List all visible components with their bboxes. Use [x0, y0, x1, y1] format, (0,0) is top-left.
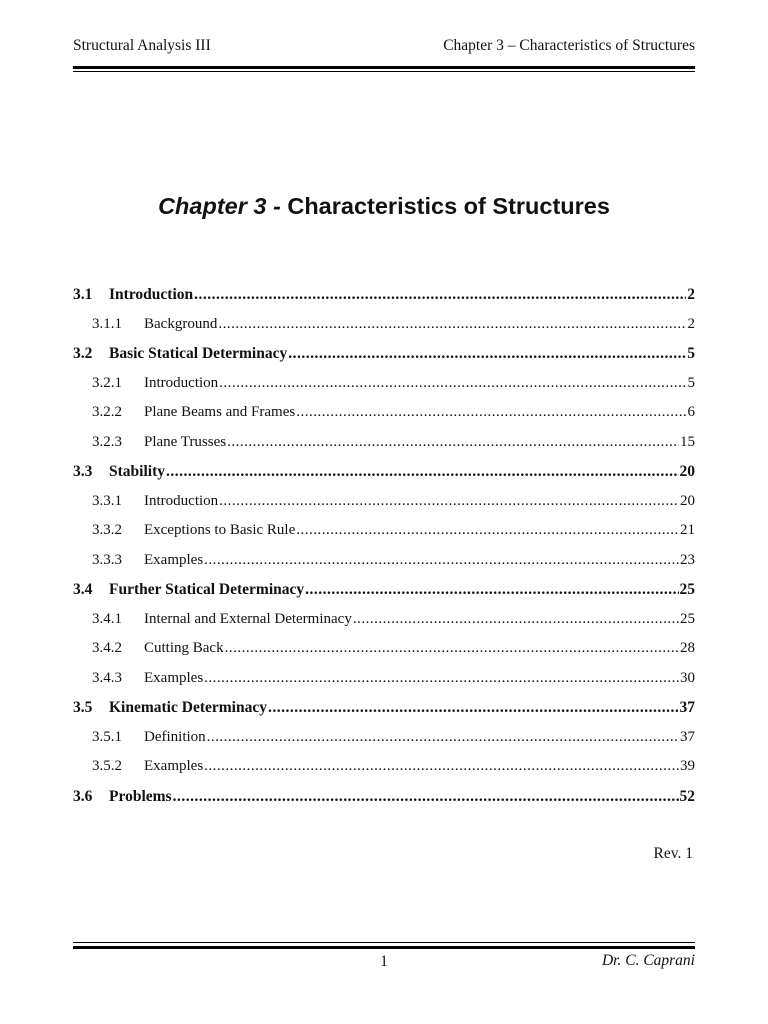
toc-leader-dots	[194, 280, 686, 310]
toc-entry-number: 3.4.3	[92, 669, 122, 686]
toc-leader-dots	[225, 634, 679, 664]
toc-entry-number: 3.4.1	[92, 610, 122, 627]
toc-entry-page: 20	[679, 463, 695, 480]
toc-entry-number: 3.3.2	[92, 522, 122, 538]
toc-entry-title: Background	[144, 315, 218, 332]
toc-entry-page: 23	[680, 551, 695, 568]
toc-leader-dots	[296, 398, 686, 428]
toc-entry-number: 3.4.2	[92, 640, 122, 656]
toc-entry-number: 3.1	[73, 286, 93, 303]
toc-leader-dots	[227, 428, 679, 458]
author-name: Dr. C. Caprani	[601, 952, 695, 969]
toc-leader-dots	[296, 516, 679, 546]
toc-entry-title: Introduction	[144, 492, 219, 509]
toc-entry-page: 52	[679, 787, 695, 805]
toc-entry-number: 3.3	[73, 463, 93, 480]
toc-entry-number: 3.3.1	[92, 492, 122, 509]
toc-section-entry[interactable]	[73, 693, 695, 723]
toc-section-entry[interactable]	[73, 575, 695, 605]
chapter-title	[0, 193, 768, 220]
toc-leader-dots	[204, 752, 679, 782]
toc-subsection-entry[interactable]	[73, 605, 695, 635]
toc-leader-dots	[288, 339, 686, 369]
toc-section-entry[interactable]	[73, 280, 695, 310]
toc-entry-title: Introduction	[144, 374, 219, 391]
toc-entry-page: 2	[687, 315, 695, 332]
page-header	[73, 36, 695, 56]
toc-section-entry[interactable]	[73, 339, 695, 369]
toc-entry-page: 2	[687, 286, 695, 303]
toc-leader-dots	[207, 723, 679, 753]
toc-entry-number: 3.5.2	[92, 758, 122, 774]
toc-entry-page: 37	[679, 699, 695, 716]
page-number: 1	[380, 953, 388, 970]
toc-entry-title: Further Statical Determinacy	[109, 581, 305, 598]
toc-entry-number: 3.5	[73, 699, 93, 716]
header-course-title: Structural Analysis III	[73, 37, 211, 54]
toc-leader-dots	[173, 782, 679, 812]
toc-entry-number: 3.2.2	[92, 404, 122, 420]
toc-entry-page: 15	[680, 433, 695, 450]
toc-subsection-entry[interactable]	[73, 664, 695, 694]
toc-entry-title: Cutting Back	[144, 640, 224, 656]
toc-subsection-entry[interactable]	[73, 516, 695, 546]
toc-subsection-entry[interactable]	[73, 546, 695, 576]
toc-entry-title: Exceptions to Basic Rule	[144, 522, 296, 538]
toc-entry-title: Stability	[109, 463, 165, 480]
toc-entry-title: Introduction	[109, 286, 194, 303]
toc-leader-dots	[204, 664, 679, 694]
toc-entry-number: 3.2	[73, 345, 93, 362]
toc-leader-dots	[218, 310, 686, 340]
toc-entry-title: Plane Trusses	[144, 433, 227, 450]
toc-entry-title: Internal and External Determinacy	[144, 610, 352, 627]
toc-entry-title: Problems	[109, 787, 172, 805]
toc-leader-dots	[219, 487, 679, 517]
toc-leader-dots	[166, 457, 679, 487]
toc-entry-page: 30	[680, 669, 695, 686]
toc-entry-page: 21	[680, 522, 695, 538]
toc-entry-number: 3.6	[73, 787, 93, 805]
toc-section-entry[interactable]	[73, 782, 695, 812]
footer-rule-thick	[73, 946, 695, 949]
table-of-contents	[73, 280, 695, 811]
toc-entry-page: 28	[680, 640, 695, 656]
toc-leader-dots	[204, 546, 679, 576]
toc-entry-title: Examples	[144, 758, 204, 774]
toc-entry-page: 37	[680, 728, 695, 745]
toc-entry-page: 6	[687, 404, 695, 420]
toc-entry-page: 39	[680, 758, 695, 774]
toc-entry-title: Plane Beams and Frames	[144, 404, 296, 420]
toc-leader-dots	[353, 605, 679, 635]
toc-entry-page: 25	[679, 581, 695, 598]
header-rule-thin	[73, 71, 695, 72]
toc-section-entry[interactable]	[73, 457, 695, 487]
toc-entry-number: 3.5.1	[92, 728, 122, 745]
toc-entry-title: Basic Statical Determinacy	[109, 345, 288, 362]
footer-rule-thin	[73, 942, 695, 943]
toc-subsection-entry[interactable]	[73, 487, 695, 517]
toc-entry-page: 25	[680, 610, 695, 627]
toc-leader-dots	[268, 693, 679, 723]
revision-label: Rev. 1	[653, 845, 693, 862]
header-rule-thick	[73, 66, 695, 69]
toc-leader-dots	[219, 369, 686, 399]
header-chapter-title: Chapter 3 – Characteristics of Structures	[443, 37, 695, 54]
toc-entry-page: 5	[687, 374, 695, 391]
toc-entry-page: 20	[680, 492, 695, 509]
toc-entry-title: Examples	[144, 551, 204, 568]
toc-entry-title: Kinematic Determinacy	[109, 699, 267, 716]
chapter-name: Characteristics of Structures	[287, 193, 610, 219]
toc-entry-page: 5	[687, 345, 695, 362]
toc-entry-title: Definition	[144, 728, 206, 745]
toc-subsection-entry[interactable]	[73, 752, 695, 782]
toc-subsection-entry[interactable]	[73, 398, 695, 428]
toc-subsection-entry[interactable]	[73, 723, 695, 753]
toc-entry-number: 3.1.1	[92, 315, 122, 332]
toc-entry-number: 3.2.1	[92, 374, 122, 391]
toc-entry-number: 3.3.3	[92, 551, 122, 568]
toc-leader-dots	[305, 575, 678, 605]
toc-subsection-entry[interactable]	[73, 428, 695, 458]
toc-entry-number: 3.4	[73, 581, 93, 598]
chapter-number: Chapter 3 -	[158, 193, 281, 219]
toc-subsection-entry[interactable]	[73, 634, 695, 664]
toc-subsection-entry[interactable]	[73, 310, 695, 340]
toc-entry-title: Examples	[144, 669, 204, 686]
toc-entry-number: 3.2.3	[92, 433, 122, 450]
toc-subsection-entry[interactable]	[73, 369, 695, 399]
